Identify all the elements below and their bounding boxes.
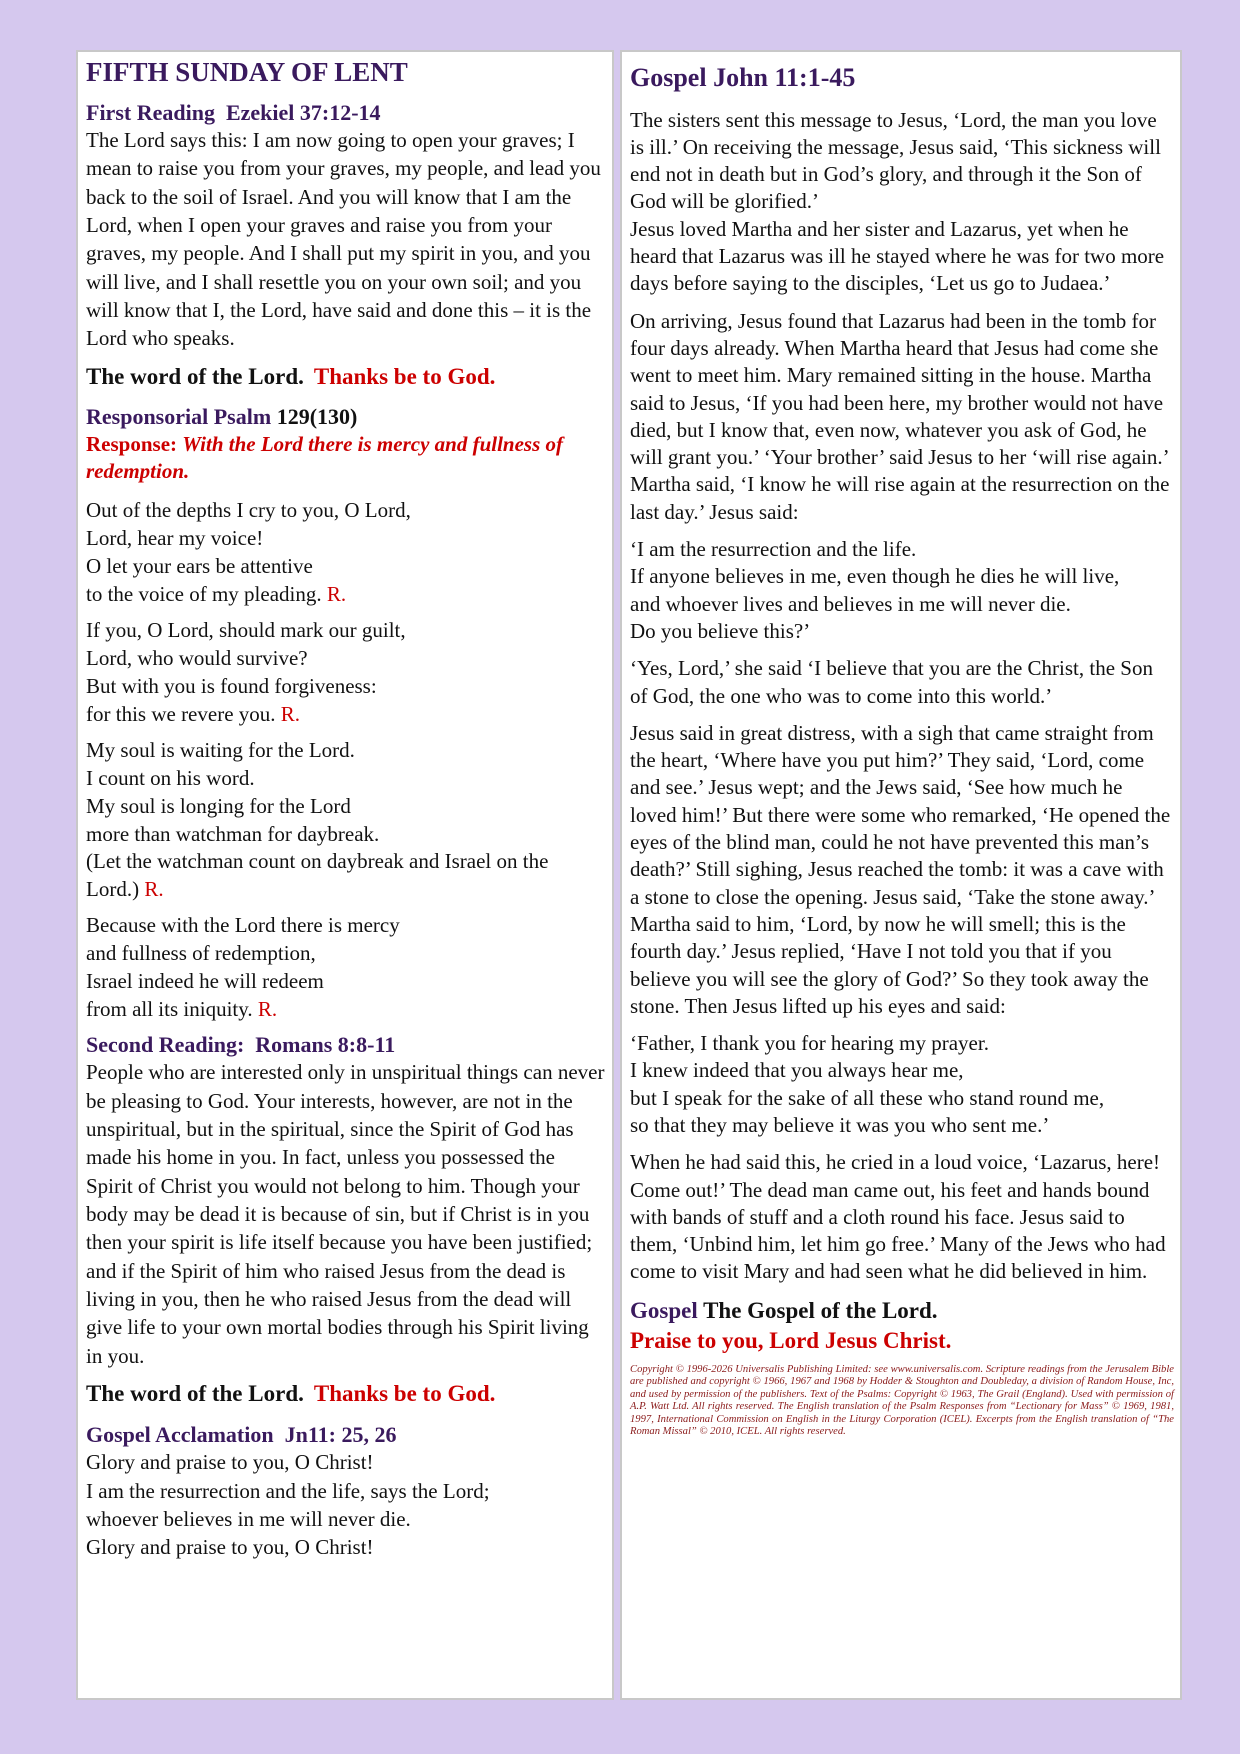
word-of-lord-2 [86,1380,606,1408]
copyright-notice: Copyright © 1996-2026 Universalis Publishing Limited: see www.universalis.com. Scripture readings from the Jerusalem Bible are published and copyright © 1966, 1967 and 1968 by Hodder & Stoughton and Doubleday, a division of Random House, Inc, and used by permission of the publishers. Text of the Psalms: Copyright © 1963, The Grail (England). Used with permission of A.P. Watt Ltd. All rights reserved. The English translation of the Psalm Responses from “Lectionary for Mass” © 1969, 1981, 1997, International Commission on English in the Liturgy Corporation (ICEL). Excerpts from the English translation of “The Roman Missal” © 2010, ICEL. All rights reserved. [630,1363,1174,1438]
gospel-paragraph [630,1030,1174,1139]
psalm-line: (Let the watchman count on daybreak and Israel on the Lord.) R. [86,849,549,902]
psalm-line: from all its iniquity. R. [86,997,278,1022]
psalm-line: Lord, who would survive? [86,646,308,671]
psalm-line: I count on his word. [86,765,255,790]
gospel-line: Do you believe this?’ [630,618,811,643]
acclamation-ref: Jn11: 25, 26 [284,1421,397,1447]
psalm-line: But with you is found forgiveness: [86,673,377,698]
first-reading-ref: Ezekiel 37:12-14 [225,99,381,125]
psalm-response [86,431,606,486]
psalm-stanza [86,912,606,1024]
gospel-praise-response: Praise to you, Lord Jesus Christ. [630,1327,952,1353]
second-reading-ref: Romans 8:8-11 [255,1032,396,1057]
psalm-label: Responsorial Psalm [86,404,272,430]
word-of-lord-1 [86,363,606,391]
leaflet [76,50,1182,1700]
psalm-ref: 129(130) [276,404,358,430]
response-text: With the Lord there is mercy and fullness of redemption. [86,431,564,484]
psalm-line: My soul is waiting for the Lord. [86,737,355,762]
first-reading-text: The Lord says this: I am now going to open your graves; I mean to raise you from your graves, my people, and lead you back to the soil of Israel. And you will know that I am the Lord, when I open your graves and raise you from your graves, my people. And I shall put my spirit in you, and you will live, and I shall resettle you on your own soil; and you will know that I, the Lord, have said and done this – it is the Lord who speaks. [86,128,601,351]
psalm-line: and fullness of redemption, [86,941,316,966]
psalm-line: to the voice of my pleading. R. [86,582,347,607]
gospel-ending [630,1296,1174,1356]
response-marker: R. [280,701,301,726]
acclamation-text [86,1448,606,1561]
gospel-end-text: The Gospel of the Lord. [703,1297,938,1323]
thanks-response: Thanks be to God. [313,363,496,389]
gospel-paragraph: On arriving, Jesus found that Lazarus had been in the tomb for four days already. When Martha heard that Jesus had come she went to meet him. Mary remained sitting in the house. Martha said to Jesus, ‘If you had been here, my brother would not have died, but I know that, even now, whatever you ask of God, he will grant you.’ ‘Your brother’ said Jesus to her ‘will rise again.’ Martha said, ‘I know he will rise again at the resurrection on the last day.’ Jesus said: [630,308,1170,524]
first-reading-label: First Reading [86,99,215,125]
right-column [620,50,1182,1700]
psalm-stanza [86,497,606,609]
acclamation-label: Gospel Acclamation [86,1421,274,1447]
gospel-paragraph [630,107,1174,298]
gospel-line: ‘Father, I thank you for hearing my prayer. [630,1031,989,1056]
psalm-line: Out of the depths I cry to you, O Lord, [86,498,411,523]
acclamation-line: whoever believes in me will never die. [86,1506,411,1531]
response-marker: R. [257,997,278,1022]
psalm-line: for this we revere you. R. [86,701,301,726]
gospel-paragraph: When he had said this, he cried in a loud voice, ‘Lazarus, here! Come out!’ The dead man came out, his feet and hands bound with bands of stuff and a cloth round his face. Jesus said to them, ‘Unbind him, let him go free.’ Many of the Jews who had come to visit Mary and had seen what he did believed in him. [630,1150,1166,1284]
gospel-paragraph: ‘Yes, Lord,’ she said ‘I believe that you are the Christ, the Son of God, the one who was to come into this world.’ [630,656,1153,708]
gospel-line: I knew indeed that you always hear me, [630,1058,964,1083]
page-title: FIFTH SUNDAY OF LENT [86,57,408,87]
acclamation-heading [86,1422,606,1448]
psalm-line: My soul is longing for the Lord [86,793,351,818]
acclamation-line: Glory and praise to you, O Christ! [86,1450,374,1475]
acclamation-line: Glory and praise to you, O Christ! [86,1535,374,1560]
thanks-response: Thanks be to God. [313,1381,496,1407]
left-column [76,50,614,1700]
psalm-stanza [86,617,606,729]
second-reading-text: People who are interested only in unspiritual things can never be pleasing to God. Your interests, however, are not in the unspiritual, but in the spiritual, since the Spirit of God has made his home in you. In fact, unless you possessed the Spirit of Christ you would not belong to him. Though your body may be dead it is because of sin, but if Christ is in you then your spirit is life itself because you have been justified; and if the Spirit of him who raised Jesus from the dead is living in you, then he who raised Jesus from the dead will give life to your own mortal bodies through his Spirit living in you. [86,1060,605,1368]
psalm-stanza [86,737,606,905]
response-label: Response: [86,431,178,456]
gospel-line: so that they may believe it was you who sent me.’ [630,1112,1050,1137]
psalm-line: O let your ears be attentive [86,554,313,579]
first-reading-heading [86,100,606,126]
gospel-line: but I speak for the sake of all these who stand round me, [630,1085,1105,1110]
psalm-heading [86,404,606,430]
gospel-line: Jesus loved Martha and her sister and Lazarus, yet when he heard that Lazarus was ill he stayed where he was for two more days before saying to the disciples, ‘Let us go to Judaea.’ [630,216,1165,296]
second-reading-label: Second Reading: [86,1032,245,1057]
psalm-stanzas [86,497,606,1024]
psalm-line: more than watchman for daybreak. [86,821,380,846]
gospel-line: ‘I am the resurrection and the life. [630,537,917,562]
word-of-lord-text: The word of the Lord. [86,363,304,389]
response-marker: R. [144,877,164,902]
response-marker: R. [326,582,347,607]
word-of-lord-text: The word of the Lord. [86,1381,304,1407]
gospel-line: If anyone believes in me, even though he dies he will live, [630,564,1120,589]
gospel-text [630,107,1174,1286]
psalm-line: Lord, hear my voice! [86,526,264,551]
gospel-paragraph [630,536,1174,645]
psalm-line: If you, O Lord, should mark our guilt, [86,618,406,643]
psalm-line: Israel indeed he will redeem [86,969,324,994]
acclamation-line: I am the resurrection and the life, says the Lord; [86,1478,490,1503]
gospel-end-label: Gospel [630,1297,698,1323]
second-reading-heading [86,1032,606,1058]
gospel-paragraph: Jesus said in great distress, with a sigh that came straight from the heart, ‘Where have you put him?’ They said, ‘Lord, come and see.’ Jesus wept; and the Jews said, ‘See how much he loved him!’ But there were some who remarked, ‘He opened the eyes of the blind man, could he not have prevented this man’s death?’ Still sighing, Jesus reached the tomb: it was a cave with a stone to close the opening. Jesus said, ‘Take the stone away.’ Martha said to him, ‘Lord, by now he will smell; this is the fourth day.’ Jesus replied, ‘Have I not told you that if you believe you will see the glory of God?’ So they took away the stone. Then Jesus lifted up his eyes and said: [630,720,1171,1018]
psalm-line: Because with the Lord there is mercy [86,913,400,938]
gospel-line: and whoever lives and believes in me will never die. [630,591,1071,616]
gospel-title: Gospel John 11:1-45 [630,63,856,92]
gospel-line: The sisters sent this message to Jesus, ‘Lord, the man you love is ill.’ On receiving the message, Jesus said, ‘This sickness will end not in death but in God’s glory, and through it the Son of God will be glorified.’ [630,107,1161,214]
